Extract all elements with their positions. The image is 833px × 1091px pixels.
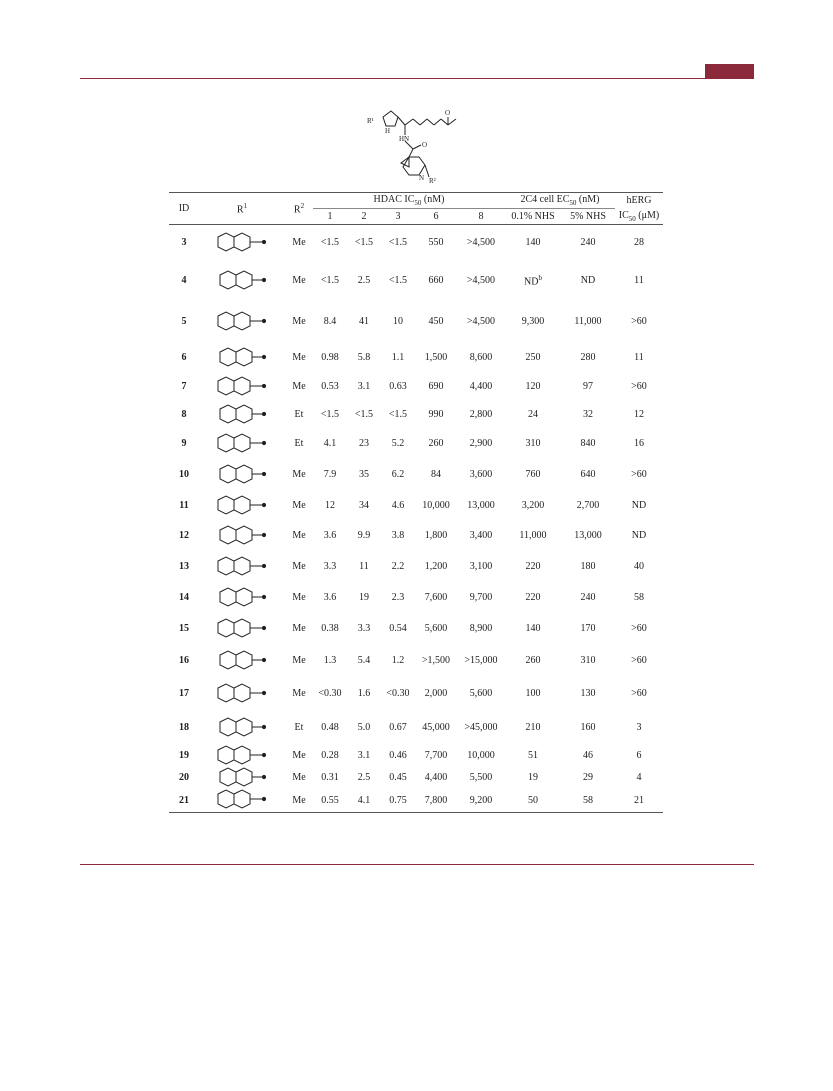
cell-r1 [199,551,285,583]
cell-herg: 3 [636,722,642,733]
cell-herg: >60 [631,688,647,699]
cell-herg: 58 [634,592,644,603]
cell-id: 11 [179,500,189,511]
cell-r1 [199,225,285,261]
cell-herg: 28 [634,237,644,249]
cell-r2: Me [292,381,306,392]
cell-h6: 10,000 [422,500,450,511]
cell-e2: 280 [580,352,596,363]
cell-e1: 140 [525,237,541,249]
cell-id: 6 [181,352,187,363]
cell-e2: 2,700 [576,500,600,511]
cell-h6: 990 [428,409,444,420]
cell-h2: 23 [359,438,369,449]
cell-e2: 240 [580,237,596,249]
cell-h3: 2.3 [391,592,405,603]
cell-id: 18 [179,722,189,733]
cell-h6: 660 [428,275,444,286]
quinolinone-NH-icon [214,232,270,254]
cell-e1: 50 [528,794,538,806]
cell-e1: 310 [525,438,541,449]
cell-herg: >60 [631,381,647,392]
cell-e2: 180 [580,561,596,572]
table-row [169,583,663,613]
cell-e2: 160 [580,722,596,733]
phenyl-pyridinone-icon [214,717,270,739]
table-row [169,459,663,491]
cell-h6: >1,500 [421,655,451,666]
cell-h6: 45,000 [422,722,450,733]
cell-h2: 34 [359,500,369,511]
cell-h3: 0.63 [389,381,407,392]
methyl-quinolinone-icon [214,650,270,672]
cell-r1 [199,645,285,677]
table-row [169,261,663,301]
cell-e1: 9,300 [521,316,545,327]
header-hdac-ic50: HDAC $IC_{50}$ (nM) [313,193,505,209]
cell-h1: 3.6 [323,530,337,541]
cell-herg: 11 [634,275,644,286]
cell-h8: 3,400 [469,530,493,541]
header-hdac-3: 3 [395,211,401,222]
ketone-o-label: O [445,109,451,117]
cell-h8: >4,500 [466,237,496,249]
cell-herg: >60 [631,469,647,480]
cell-herg: >60 [631,623,647,634]
cell-h6: 1,200 [424,561,448,572]
cell-h2: 3.1 [357,750,371,761]
cell-id: 14 [179,592,189,603]
cell-h2: 5.0 [357,722,371,733]
cell-id: 8 [181,409,187,420]
cell-h2: 41 [359,316,369,327]
cell-h6: 2,000 [424,688,448,699]
table-row [169,225,663,261]
cell-e1: 11,000 [519,530,547,541]
cell-id: 13 [179,561,189,572]
cell-r1 [199,789,285,813]
cell-e1: 120 [525,381,541,392]
cell-id: 7 [181,381,187,392]
table-row [169,613,663,645]
cell-h1: 1.3 [323,655,337,666]
cell-h2: 35 [359,469,369,480]
cell-id: 17 [179,688,189,699]
header-r2: $R^2$ [293,201,305,216]
amide-o-label: O [422,141,428,149]
quinoline-icon [214,376,270,398]
cell-h1: 0.98 [321,352,339,363]
cell-e2: 97 [583,381,593,392]
cell-h3: 5.2 [391,438,405,449]
table-row [169,677,663,711]
cell-r1 [199,301,285,343]
cell-h2: 19 [359,592,369,603]
cell-h8: 10,000 [467,750,495,761]
cell-r2: Me [292,561,306,572]
cell-r2: Me [292,530,306,541]
cell-id: 21 [179,794,189,806]
table-row [169,711,663,745]
methyl-isoquinolinone-icon [214,683,270,705]
cell-e1: 3,200 [521,500,545,511]
cell-h6: 1,500 [424,352,448,363]
quinoxaline-icon [214,525,270,547]
cell-id: 20 [179,772,189,783]
table-row [169,521,663,551]
cell-h8: 8,600 [469,352,493,363]
cell-herg: ND [631,500,647,511]
cell-r1 [199,491,285,521]
cell-h2: 3.3 [357,623,371,634]
cell-herg: 12 [634,409,644,420]
cell-r1 [199,521,285,551]
cell-h6: 450 [428,316,444,327]
cell-h3: 6.2 [391,469,405,480]
isoquinoline-icon [214,404,270,426]
cell-e1: 51 [528,750,538,761]
cell-r1 [199,401,285,429]
table-row [169,373,663,401]
pyridyl-phenyl-icon [214,767,270,789]
cell-h2: 1.6 [357,688,371,699]
cell-h1: 0.38 [321,623,339,634]
table-row [169,645,663,677]
cell-h1: 0.53 [321,381,339,392]
N-methyl-quinolinone-isomer-icon [214,311,270,333]
header-hdac-2: 2 [361,211,367,222]
cell-id: 19 [179,750,189,761]
table-row [169,301,663,343]
footer-rule [80,864,754,865]
cell-h3: 4.6 [391,500,405,511]
cell-id: 9 [181,438,187,449]
cell-h8: 9,200 [469,794,493,806]
table-row [169,491,663,521]
cell-h8: 8,900 [469,623,493,634]
page-tab-marker [705,64,754,78]
cell-r2: Me [292,750,306,761]
cell-h1: 3.3 [323,561,337,572]
cell-h2: 11 [359,561,369,572]
cell-e1: 100 [525,688,541,699]
cell-e2: 640 [580,469,596,480]
cell-herg: 11 [634,352,644,363]
amide-nh-label: HN [399,135,410,143]
cell-h2: 5.4 [357,655,371,666]
cell-h1: <0.30 [318,688,342,699]
cell-id: 15 [179,623,189,634]
header-hdac-1: 1 [327,211,333,222]
cell-e2: 310 [580,655,596,666]
cell-herg: 21 [634,794,644,806]
cell-r2: Me [292,688,306,699]
header-ec50-5-nhs: 5% NHS [570,211,606,222]
cell-e1: 19 [528,772,538,783]
cell-h8: 3,100 [469,561,493,572]
cell-e2: 46 [583,750,593,761]
cell-r2: Me [292,772,306,783]
cell-e2: 32 [583,409,593,420]
cell-id: 10 [179,469,189,480]
cell-h3: <1.5 [388,237,408,249]
cell-e1: 220 [525,561,541,572]
cell-h3: 0.75 [389,794,407,806]
cell-herg: ND [631,530,647,541]
cell-h8: 5,500 [469,772,493,783]
cell-id: 5 [181,316,187,327]
cell-e1: $ND^b$ [524,273,542,288]
cell-e1: 140 [525,623,541,634]
cell-r1 [199,459,285,491]
cell-h1: 0.31 [321,772,339,783]
r2-label: R² [429,177,436,185]
cell-h6: 260 [428,438,444,449]
cell-h1: 12 [325,500,335,511]
header-ec50-0-1-nhs: 0.1% NHS [511,211,555,222]
cell-h8: 9,700 [469,592,493,603]
cell-h2: <1.5 [354,409,374,420]
cell-e2: 29 [583,772,593,783]
cell-r2: Et [294,409,304,420]
header-2c4-ec50: 2C4 cell $EC_{50}$ (nM) [505,193,615,209]
cell-r2: Me [292,275,306,286]
cell-herg: 16 [634,438,644,449]
naphthyridine-icon [214,495,270,517]
cell-h6: 550 [428,237,444,249]
header-hdac-8: 8 [478,211,484,222]
cell-r1 [199,745,285,767]
cell-r1 [199,429,285,459]
cell-e2: 170 [580,623,596,634]
cell-h1: 8.4 [323,316,337,327]
cell-r2: Me [292,592,306,603]
cell-h8: 4,400 [469,381,493,392]
cell-h6: 690 [428,381,444,392]
piperidine-n-label: N [419,174,425,182]
cell-h3: 10 [393,316,403,327]
cell-h8: 5,600 [469,688,493,699]
header-herg: hERG [626,195,652,207]
methyl-indazole-icon [214,618,270,640]
benzoxazole-icon [214,587,270,609]
cell-herg: >60 [631,655,647,666]
cell-h2: 2.5 [357,275,371,286]
cell-r2: Me [292,794,306,806]
cell-r2: Me [292,237,306,249]
cell-h1: 7.9 [323,469,337,480]
cell-e1: 220 [525,592,541,603]
cell-h6: 7,800 [424,794,448,806]
header-hdac-6: 6 [433,211,439,222]
cell-h3: 0.54 [389,623,407,634]
cell-id: 3 [181,237,187,249]
cell-r1 [199,677,285,711]
table-row [169,343,663,373]
cell-herg: 6 [636,750,642,761]
cell-h6: 7,700 [424,750,448,761]
cell-h2: 4.1 [357,794,371,806]
cell-h8: >45,000 [464,722,498,733]
cell-r1 [199,613,285,645]
table-row [169,745,663,767]
cell-id: 12 [179,530,189,541]
quinoline-icon [214,347,270,369]
header-herg-ic50: $IC_{50}$ (μM) [618,209,660,223]
cell-e2: ND [580,275,596,286]
cell-h8: >4,500 [466,316,496,327]
cell-h1: <1.5 [320,275,340,286]
pyridyl-phenyl-icon [214,745,270,767]
cell-e2: 11,000 [574,316,602,327]
isoquinoline-icon [214,433,270,455]
cell-h6: 84 [431,469,441,480]
sar-table [169,192,663,813]
cell-h3: 1.2 [391,655,405,666]
cell-h8: 3,600 [469,469,493,480]
cell-h3: <0.30 [386,688,410,699]
cell-h2: <1.5 [354,237,374,249]
pyrimidinyl-phenyl-icon [214,789,270,811]
table-row [169,401,663,429]
cell-id: 4 [181,275,187,286]
header-rule [80,78,754,79]
cell-h3: 0.46 [389,750,407,761]
cell-h3: 3.8 [391,530,405,541]
cell-h1: 3.6 [323,592,337,603]
cell-h3: <1.5 [388,409,408,420]
benzothiazole-icon [214,556,270,578]
cell-e2: 240 [580,592,596,603]
cell-r2: Et [294,438,304,449]
cell-r2: Me [292,469,306,480]
cell-h2: 2.5 [357,772,371,783]
cell-e2: 840 [580,438,596,449]
cell-h2: 5.8 [357,352,371,363]
cell-h3: 1.1 [391,352,405,363]
cell-herg: 4 [636,772,642,783]
cell-h2: 3.1 [357,381,371,392]
N-methyl-quinolinone-icon [214,270,270,292]
cell-e1: 760 [525,469,541,480]
cell-h1: 0.48 [321,722,339,733]
header-id: ID [178,203,190,214]
imidazole-nh-label: H [385,127,391,135]
cell-r2: Me [292,352,306,363]
cell-h1: 4.1 [323,438,337,449]
cell-r2: Me [292,316,306,327]
cell-h6: 1,800 [424,530,448,541]
cell-h8: 13,000 [467,500,495,511]
cell-herg: 40 [634,561,644,572]
quinazoline-icon [214,464,270,486]
table-row [169,551,663,583]
table-row [169,767,663,789]
cell-r1 [199,261,285,301]
scaffold-structure-icon [365,105,475,191]
cell-h1: 0.55 [321,794,339,806]
cell-r1 [199,373,285,401]
header-r1: $R^1$ [236,201,248,216]
cell-r1 [199,343,285,373]
cell-id: 16 [179,655,189,666]
cell-h8: 2,900 [469,438,493,449]
cell-r2: Me [292,655,306,666]
cell-r2: Me [292,500,306,511]
cell-r2: Me [292,623,306,634]
cell-h8: >15,000 [464,655,498,666]
cell-h1: <1.5 [320,409,340,420]
cell-h8: >4,500 [466,275,496,286]
cell-h8: 2,800 [469,409,493,420]
cell-h3: 0.45 [389,772,407,783]
table-row [169,429,663,459]
cell-r1 [199,583,285,613]
cell-h6: 7,600 [424,592,448,603]
r1-label: R¹ [367,117,374,125]
cell-h6: 4,400 [424,772,448,783]
cell-r1 [199,767,285,789]
cell-e2: 13,000 [574,530,602,541]
cell-e1: 24 [528,409,538,420]
cell-h6: 5,600 [424,623,448,634]
cell-h3: <1.5 [388,275,408,286]
cell-h1: 0.28 [321,750,339,761]
cell-e1: 250 [525,352,541,363]
cell-r1 [199,711,285,745]
cell-e1: 260 [525,655,541,666]
table-row [169,789,663,813]
cell-e2: 130 [580,688,596,699]
cell-r2: Et [294,722,304,733]
cell-e2: 58 [583,794,593,806]
cell-h3: 0.67 [389,722,407,733]
cell-herg: >60 [631,316,647,327]
cell-h1: <1.5 [320,237,340,249]
cell-h3: 2.2 [391,561,405,572]
cell-h2: 9.9 [357,530,371,541]
cell-e1: 210 [525,722,541,733]
